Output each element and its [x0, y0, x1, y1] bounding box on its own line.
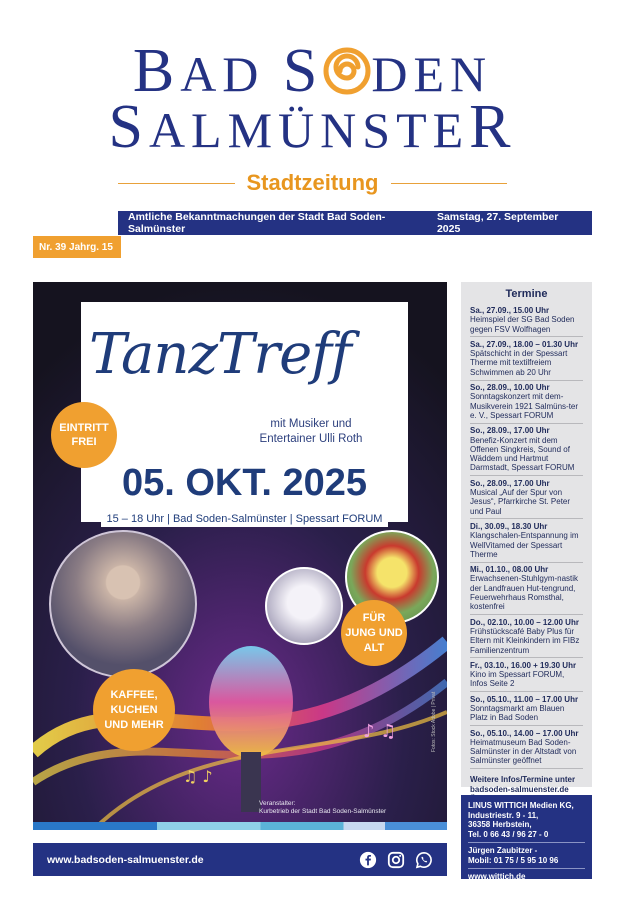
- event-date: Do., 02.10., 10.00 – 12.00 Uhr: [470, 617, 579, 627]
- publisher-box: [461, 795, 592, 879]
- jung-und-alt-badge: [341, 600, 407, 666]
- event-description: Erwachsenen-Stuhlgym-nastik der Landfrauen Hut-tengrund, Feuerwehrhaus Romsthal, kostenfrei: [470, 574, 579, 612]
- termine-event: [470, 618, 583, 659]
- termine-title: Termine: [505, 288, 548, 300]
- more-line-1: Weitere Infos/Termine unter: [470, 775, 576, 785]
- event-date: Fr., 03.10., 16.00 + 19.30 Uhr: [470, 660, 577, 670]
- musiker-line-2: Entertainer Ulli Roth: [259, 433, 363, 445]
- sun-swirl-logo-icon: [323, 47, 371, 95]
- event-date: Di., 30.09., 18.30 Uhr: [470, 521, 548, 531]
- event-description: Kino im Spessart FORUM, Infos Seite 2: [470, 670, 565, 689]
- masthead-initial-b: B: [132, 37, 181, 105]
- publisher-mobile: Mobil: 01 75 / 5 95 10 96: [468, 855, 559, 865]
- event-description: Frühstückscafé Baby Plus für Eltern mit Kleinkindern im FIBz Familienzentrum: [470, 626, 580, 655]
- subtitle: Stadtzeitung: [246, 170, 379, 195]
- termine-event: [470, 661, 583, 692]
- subtitle-row: [118, 170, 507, 196]
- dancing-couple-photo: [265, 567, 343, 645]
- band-date: Samstag, 27. September 2025: [436, 211, 559, 235]
- poster-musiker: [226, 417, 396, 447]
- termine-event: [470, 383, 583, 424]
- publisher-name: LINUS WITTICH Medien KG,: [468, 801, 574, 810]
- termine-event: [470, 340, 583, 381]
- event-date: So., 28.09., 10.00 Uhr: [470, 383, 550, 393]
- organizer-name: Kurbetrieb der Stadt Bad Soden-Salmünster: [259, 808, 387, 815]
- poster-date: 05. OKT. 2025: [121, 462, 368, 504]
- event-date: Sa., 27.09., 15.00 Uhr: [470, 306, 550, 315]
- header-band: [118, 211, 592, 235]
- jung-line-3: ALT: [363, 641, 385, 654]
- jung-line-2: JUNG UND: [345, 626, 403, 639]
- termine-event: [470, 426, 583, 476]
- eintritt-line-2: FREI: [71, 436, 97, 448]
- svg-text:♫ ♪: ♫ ♪: [183, 767, 213, 786]
- event-poster: [33, 282, 447, 830]
- footer-bar: [33, 843, 447, 876]
- footer-url-link[interactable]: www.badsoden-salmuenster.de: [47, 853, 204, 866]
- divider-left: [118, 183, 235, 184]
- publisher-city: 36358 Herbstein,: [468, 820, 532, 829]
- organizer-note: [259, 800, 386, 816]
- organizer-label: Veranstalter:: [259, 800, 296, 807]
- kaffee-line-2: KUCHEN: [110, 703, 158, 716]
- jung-line-1: FÜR: [362, 611, 386, 624]
- termine-list: [470, 306, 583, 769]
- masthead-line-2: [0, 93, 625, 161]
- eintritt-frei-badge: [51, 402, 117, 468]
- instagram-icon[interactable]: [387, 851, 405, 869]
- facebook-icon[interactable]: [359, 851, 377, 869]
- eintritt-line-1: EINTRITT: [59, 422, 109, 434]
- event-description: Sonntagskonzert mit dem-Musikverein 1921 Salmüns-ter e. V., Spessart FORUM: [470, 392, 579, 420]
- termine-event: [470, 479, 583, 520]
- publisher-divider-2: [468, 868, 585, 869]
- musiker-line-1: mit Musiker und: [270, 418, 352, 430]
- termine-event: [470, 695, 583, 726]
- photo-credit: Fotos: Stock Adobe | Privat: [431, 691, 437, 752]
- poster-time-text: 15 – 18 Uhr | Bad Soden-Salmünster | Spessart FORUM: [101, 511, 389, 527]
- social-icons: [359, 851, 433, 869]
- termine-event: [470, 306, 583, 337]
- poster-script-title: TanzTreff: [89, 322, 351, 387]
- publisher-divider: [468, 842, 585, 843]
- masthead-initial-s: S: [282, 37, 324, 105]
- kaffee-badge: [93, 669, 175, 751]
- masthead-initial-s2: S: [108, 93, 149, 161]
- event-date: So., 28.09., 17.00 Uhr: [470, 478, 550, 488]
- publisher-phone: Tel. 0 66 43 / 96 27 - 0: [468, 829, 549, 839]
- event-description: Klangschalen-Entspannung im WellVitamed der Spessart Therme: [470, 531, 579, 559]
- publisher-street: Industriestr. 9 - 11,: [468, 810, 539, 820]
- termine-event: [470, 565, 583, 615]
- band-left-text: Amtliche Bekanntmachungen der Stadt Bad Soden-Salmünster: [128, 211, 386, 235]
- publisher-contact: Jürgen Zaubitzer -: [468, 846, 538, 855]
- termine-event: [470, 522, 583, 563]
- masthead: [0, 0, 625, 170]
- event-description: Heimspiel der SG Bad Soden gegen FSV Wolfhagen: [470, 315, 575, 334]
- event-description: Benefiz-Konzert mit dem Offenen Singkreis, Sound of Wäddem und Hartmut Darmstadt, Spessart FORUM: [470, 435, 575, 473]
- masthead-text-almuenste: ALMÜNSTE: [148, 102, 470, 158]
- event-date: Sa., 27.09., 18.00 – 01.30 Uhr: [470, 339, 579, 349]
- event-date: So., 05.10., 14.00 – 17.00 Uhr: [470, 728, 579, 738]
- kaffee-line-3: UND MEHR: [104, 718, 164, 731]
- svg-text:♪ ♫: ♪ ♫: [363, 721, 397, 742]
- masthead-text-den: DEN: [371, 46, 493, 102]
- poster-time-venue: [81, 511, 408, 527]
- event-date: So., 28.09., 17.00 Uhr: [470, 426, 550, 436]
- masthead-text-ad: AD: [180, 46, 283, 102]
- whatsapp-icon[interactable]: [415, 851, 433, 869]
- event-date: So., 05.10., 11.00 – 17.00 Uhr: [470, 694, 579, 704]
- termine-sidebar: [461, 282, 592, 794]
- divider-right: [391, 183, 508, 184]
- event-description: Musical „Auf der Spur von Jesus“, Pfarrkirche St. Peter und Paul: [470, 488, 571, 516]
- termine-event: [470, 729, 583, 770]
- poster-title-card: [81, 302, 408, 522]
- singer-photo: [49, 530, 197, 678]
- issue-badge: Nr. 39 Jahrg. 15: [33, 236, 121, 258]
- event-description: Sonntagsmarkt am Blauen Platz in Bad Soden: [470, 703, 565, 723]
- event-description: Spätschicht in der Spessart Therme mit textilfreiem Schwimmen ab 20 Uhr: [470, 349, 568, 377]
- publisher-web-link[interactable]: www.wittich.de: [468, 872, 526, 881]
- masthead-final-r: R: [469, 93, 517, 161]
- kaffee-line-1: KAFFEE,: [110, 688, 158, 701]
- more-link[interactable]: badsoden-salmuenster.de: [470, 784, 569, 794]
- event-description: Heimatmuseum Bad Soden-Salmünster in der Altstadt von Salmünster geöffnet: [470, 737, 577, 766]
- event-date: Mi., 01.10., 08.00 Uhr: [470, 565, 549, 575]
- color-strip: [33, 822, 447, 830]
